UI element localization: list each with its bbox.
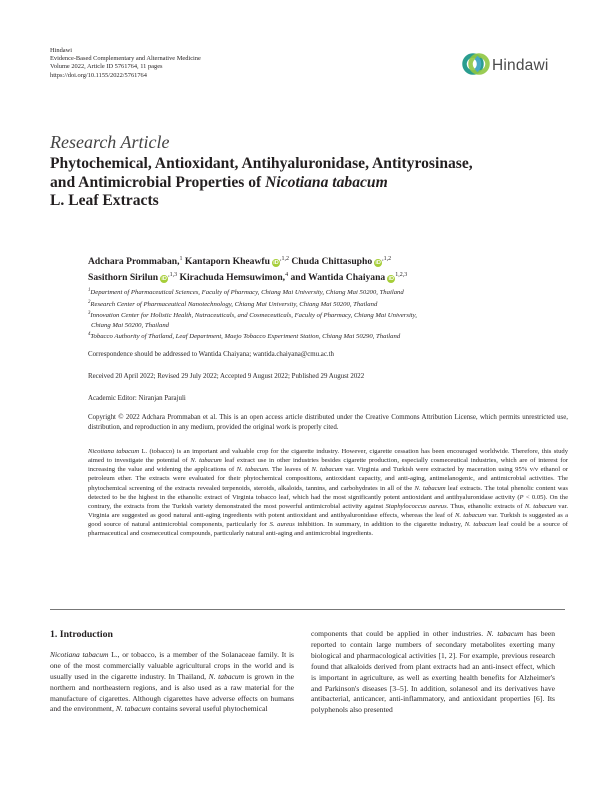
abstract-italic: N. tabacum (464, 521, 497, 529)
abstract-text: var. Virginia are suggested as good natural anti-aging ingredients with potent antioxidant and antihyaluronidase effects, whereas the leaf of (88, 502, 568, 520)
author-list (88, 253, 568, 284)
abstract-italic: P (519, 493, 524, 501)
logo-wordmark: Hindawi (492, 57, 549, 74)
body-italic: Nicotiana tabacum (50, 649, 109, 659)
abstract-text: leaf extracts. The total phenolic content was detected to be the highest in the ethanolic extract of Virginia tobacco leaf, which had the most significantly potent antioxidant and antihyaluronidase activity ( (88, 484, 568, 501)
section-heading: 1. Introduction (50, 629, 113, 640)
affiliation (88, 309, 568, 321)
affiliation (88, 298, 568, 310)
body-paragraph (50, 650, 294, 715)
body-column-right (311, 629, 555, 716)
affiliation-continued: Chiang Mai 50200, Thailand (91, 321, 170, 329)
journal-name: Evidence-Based Complementary and Alternative Medicine (50, 55, 201, 63)
hindawi-logo[interactable] (462, 48, 562, 84)
body-text: contains several useful phytochemical (150, 704, 268, 714)
affiliation-text: Tobacco Authority of Thailand, Leaf Department, Maejo Tobacco Experiment Station, Chiang Mai 50290, Thailand (90, 333, 401, 341)
abstract-text: . The leaves of (267, 466, 312, 474)
author[interactable] (291, 256, 391, 267)
author[interactable] (88, 272, 177, 283)
abstract-text: L. (tobacco) is an important and valuable crop for the cigarette industry. However, cigarette cessation has been encouraged worldwide. Therefore, this study aimed to investigate the potential of (88, 448, 568, 465)
author-affil-sup: 1 (179, 256, 183, 262)
author-name: Adchara Prommaban, (88, 256, 180, 268)
hindawi-logo-icon (462, 50, 490, 78)
body-paragraph (311, 629, 555, 716)
doi-link[interactable]: https://doi.org/10.1155/2022/5761764 (50, 71, 147, 79)
abstract-text: inhibition. In summary, in addition to the cigarette industry, (294, 521, 465, 529)
body-text: components that could be applied in other industries. (311, 629, 487, 638)
abstract-italic: S. aureus (269, 521, 295, 529)
body-column-left (50, 630, 294, 715)
author-affil-sup: ,1,3 (168, 271, 178, 278)
author[interactable] (180, 272, 289, 283)
title-line-2-text: and Antimicrobial Properties of (50, 173, 266, 191)
abstract (88, 447, 568, 539)
abstract-italic: N. tabacum (190, 457, 222, 465)
title-line-1: Phytochemical, Antioxidant, Antihyaluronidase, Antityrosinase, (50, 155, 473, 172)
affiliation-text: Research Center of Pharmaceutical Nanotechnology, Chiang Mai University, Chiang Mai 50200, Thailand (90, 300, 378, 308)
affiliation-number: 1 (88, 288, 91, 293)
academic-editor: Academic Editor: Niranjan Parajuli (88, 395, 186, 402)
copyright-notice: Copyright © 2022 Adchara Prommaban et al. This is an open access article distributed under the Creative Commons Attribution License, which permits unrestricted use, distribution, and reproduction in any medium, provided the original work is properly cited. (88, 414, 568, 431)
orcid-icon[interactable]: iD (375, 260, 381, 267)
affiliation (88, 286, 568, 298)
orcid-icon[interactable]: iD (273, 260, 279, 267)
correspondence: Correspondence should be addressed to Wantida Chaiyana; wantida.chaiyana@cmu.ac.th (88, 351, 334, 358)
author[interactable] (88, 256, 183, 267)
abstract-italic: Nicotiana tabacum (88, 448, 140, 455)
abstract-text: . Thus, ethanolic extracts of (446, 502, 525, 510)
publisher-name: Hindawi (50, 47, 73, 54)
journal-meta (50, 47, 201, 80)
abstract-text: leaf could be a source of pharmaceutical and cosmeceutical compounds, particularly natural anti-aging and antimicrobial ingredients. (88, 521, 568, 538)
body-text: is grown in the northern and northeastern regions, and is also used as a raw material for the manufacture of cigarettes. Although cigarettes have adverse effects on humans and the environment, (50, 671, 294, 714)
section-divider (50, 609, 565, 610)
author-affil-sup: 4 (285, 271, 289, 278)
author-name: Chuda Chittasupho (291, 256, 373, 268)
abstract-italic: N. tabacum (236, 466, 268, 474)
abstract-italic: N. tabacum (414, 484, 446, 492)
abstract-text: var. Virginia and Turkish were extracted by maceration using 95% v/v ethanol or petroleum ether. The extracts were evaluated for their phytochemical compositions, antioxidant capacity, and anti-aging, antimelanogenic, and antimicrobial activities. The phytochemical screening of the extracts revealed terpenoids, steroids, alkaloids, tannins, and carbohydrates in all of the (88, 466, 568, 492)
abstract-italic: N. tabacum (524, 502, 556, 510)
author-affil-sup: 1,2,3 (395, 271, 408, 278)
body-text: has been reported to contain large numbers of secondary metabolites exerting many biological and pharmacological activities [1, 2]. For example, previous research found that alkaloids derived from plant extracts had an anti-insect effect, which is important in agriculture, as well as exerting health benefits for Alzheimer's and Parkinson's diseases [3–5]. In addition, solanesol and its derivatives have antibacterial, anticancer, anti-inflammatory, and antioxidant properties [6]. Its polyphenols also presented (311, 629, 555, 715)
abstract-text: < 0.05). On the contrary, the extracts from the Turkish variety demonstrated the most powerful antimicrobial activity against (88, 493, 568, 510)
paper-title (50, 155, 570, 211)
abstract-italic: Staphylococcus aureus (385, 502, 447, 510)
body-italic: N. tabacum (115, 704, 151, 714)
author[interactable] (185, 256, 289, 267)
author-name: Sasithorn Sirilun (88, 271, 159, 283)
abstract-text: leaf extract use in other industries besides cigarette production, especially cosmeceutical industries, which are of interest for increasing the value and widening the applications of (88, 457, 568, 474)
article-type: Research Article (50, 132, 170, 152)
title-species: Nicotiana tabacum (265, 173, 388, 191)
author-name: and Wantida Chaiyana (290, 271, 386, 283)
affiliation-number: 2 (88, 299, 91, 305)
abstract-italic: N. tabacum (311, 466, 343, 474)
body-italic: N. tabacum (486, 629, 524, 638)
body-italic: N. tabacum (208, 671, 245, 681)
affiliation-number: 3 (88, 311, 91, 317)
author-name: Kirachuda Hemsuwimon, (179, 271, 286, 283)
abstract-italic: N. tabacum (454, 512, 486, 520)
title-line-2 (50, 174, 570, 193)
author-affil-sup: ,1,2 (382, 256, 392, 262)
author-name: Kantaporn Kheawfu (184, 256, 270, 268)
author[interactable] (290, 272, 407, 283)
affiliation-text: Department of Pharmaceutical Sciences, Faculty of Pharmacy, Chiang Mai University, Chiang Mai 50200, Thailand (90, 289, 404, 297)
affiliation-text: Innovation Center for Holistic Health, Nutraceuticals, and Cosmeceuticals, Faculty of Pharmacy, Chiang Mai University, (90, 312, 417, 320)
volume-info: Volume 2022, Article ID 5761764, 11 pages (50, 63, 163, 71)
affiliations (88, 286, 568, 341)
abstract-text: var. Turkish is suggested as a good source of natural antimicrobial components, particularly for (88, 512, 569, 529)
author-affil-sup: ,1,2 (279, 256, 289, 262)
orcid-icon[interactable]: iD (388, 275, 394, 282)
body-text: L., or tobacco, is a member of the Solanaceae family. It is one of the most commercially valuable agricultural crops in the world and is usually used in the cigarette industry. In Thailand, (50, 649, 294, 681)
title-line-3: L. Leaf Extracts (50, 192, 159, 209)
affiliation-number: 4 (88, 331, 91, 337)
affiliation (88, 330, 568, 342)
orcid-icon[interactable]: iD (161, 275, 167, 282)
publication-dates: Received 20 April 2022; Revised 29 July 2022; Accepted 9 August 2022; Published 29 August 2022 (88, 373, 365, 380)
